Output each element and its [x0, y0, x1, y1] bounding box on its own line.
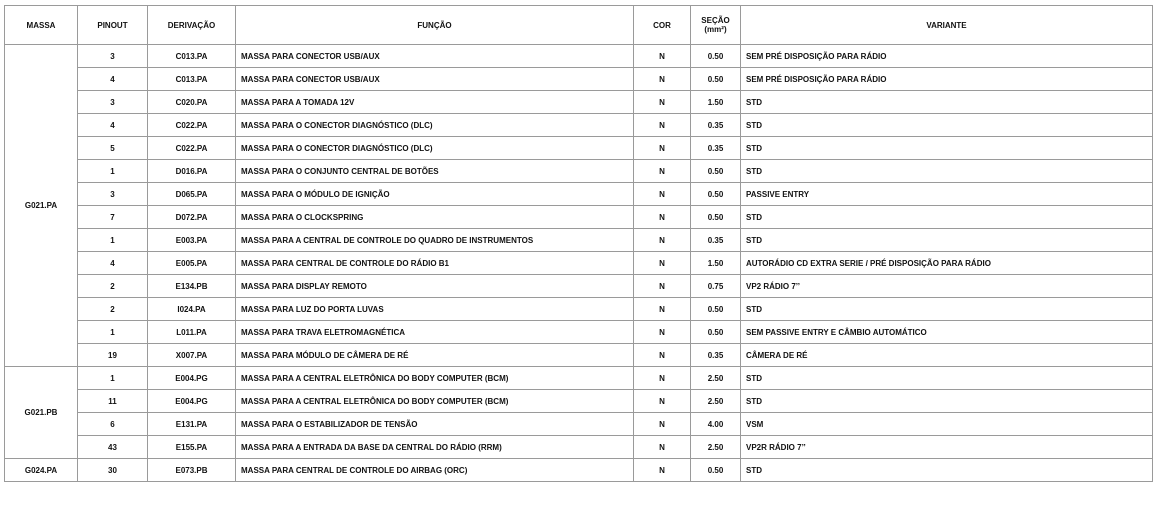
cell-cor: N: [634, 114, 691, 137]
cell-derivacao: E004.PG: [148, 367, 236, 390]
cell-cor: N: [634, 344, 691, 367]
cell-funcao: MASSA PARA A CENTRAL DE CONTROLE DO QUADRO DE INSTRUMENTOS: [236, 229, 634, 252]
cell-derivacao: E155.PA: [148, 436, 236, 459]
table-row: [5, 459, 1153, 482]
cell-pinout: 1: [78, 229, 148, 252]
cell-derivacao: E004.PG: [148, 390, 236, 413]
cell-variante: VP2R RÁDIO 7’’: [741, 436, 1153, 459]
cell-pinout: 4: [78, 252, 148, 275]
cell-massa: G021.PA: [5, 45, 78, 367]
table-row: [5, 45, 1153, 68]
cell-funcao: MASSA PARA O ESTABILIZADOR DE TENSÃO: [236, 413, 634, 436]
cell-variante: SEM PRÉ DISPOSIÇÃO PARA RÁDIO: [741, 45, 1153, 68]
cell-variante: STD: [741, 390, 1153, 413]
cell-pinout: 3: [78, 183, 148, 206]
cell-secao: 4.00: [691, 413, 741, 436]
cell-variante: VSM: [741, 413, 1153, 436]
cell-funcao: MASSA PARA O CONJUNTO CENTRAL DE BOTÕES: [236, 160, 634, 183]
cell-funcao: MASSA PARA O CONECTOR DIAGNÓSTICO (DLC): [236, 137, 634, 160]
cell-funcao: MASSA PARA CONECTOR USB/AUX: [236, 68, 634, 91]
cell-pinout: 43: [78, 436, 148, 459]
cell-derivacao: C020.PA: [148, 91, 236, 114]
cell-cor: N: [634, 91, 691, 114]
cell-cor: N: [634, 137, 691, 160]
cell-cor: N: [634, 459, 691, 482]
cell-secao: 1.50: [691, 91, 741, 114]
cell-secao: 0.50: [691, 68, 741, 91]
cell-variante: STD: [741, 206, 1153, 229]
table-row: [5, 436, 1153, 459]
cell-pinout: 3: [78, 45, 148, 68]
cell-secao: 0.50: [691, 183, 741, 206]
cell-variante: STD: [741, 229, 1153, 252]
cell-pinout: 19: [78, 344, 148, 367]
header-secao-label: SEÇÃO: [701, 16, 730, 25]
cell-derivacao: E073.PB: [148, 459, 236, 482]
cell-secao: 0.50: [691, 160, 741, 183]
cell-funcao: MASSA PARA A CENTRAL ELETRÔNICA DO BODY COMPUTER (BCM): [236, 367, 634, 390]
cell-funcao: MASSA PARA O MÓDULO DE IGNIÇÃO: [236, 183, 634, 206]
header-row: [5, 6, 1153, 45]
cell-variante: STD: [741, 137, 1153, 160]
cell-secao: 0.35: [691, 344, 741, 367]
cell-derivacao: C013.PA: [148, 45, 236, 68]
cell-secao: 0.50: [691, 298, 741, 321]
header-secao: [691, 6, 741, 45]
cell-derivacao: E003.PA: [148, 229, 236, 252]
cell-secao: 2.50: [691, 367, 741, 390]
cell-derivacao: L011.PA: [148, 321, 236, 344]
cell-pinout: 1: [78, 321, 148, 344]
cell-derivacao: D016.PA: [148, 160, 236, 183]
cell-pinout: 6: [78, 413, 148, 436]
table-row: [5, 183, 1153, 206]
cell-cor: N: [634, 321, 691, 344]
cell-massa: G024.PA: [5, 459, 78, 482]
cell-derivacao: E134.PB: [148, 275, 236, 298]
cell-cor: N: [634, 390, 691, 413]
cell-secao: 0.35: [691, 137, 741, 160]
cell-secao: 0.35: [691, 114, 741, 137]
cell-cor: N: [634, 252, 691, 275]
table-row: [5, 229, 1153, 252]
table-row: [5, 344, 1153, 367]
cell-pinout: 3: [78, 91, 148, 114]
cell-funcao: MASSA PARA A TOMADA 12V: [236, 91, 634, 114]
cell-cor: N: [634, 160, 691, 183]
header-funcao: FUNÇÃO: [236, 6, 634, 45]
cell-variante: SEM PASSIVE ENTRY E CÂMBIO AUTOMÁTICO: [741, 321, 1153, 344]
cell-variante: STD: [741, 160, 1153, 183]
cell-variante: VP2 RÁDIO 7’’: [741, 275, 1153, 298]
cell-funcao: MASSA PARA O CONECTOR DIAGNÓSTICO (DLC): [236, 114, 634, 137]
cell-cor: N: [634, 206, 691, 229]
cell-secao: 0.50: [691, 45, 741, 68]
cell-pinout: 2: [78, 298, 148, 321]
cell-secao: 0.75: [691, 275, 741, 298]
cell-pinout: 30: [78, 459, 148, 482]
table-row: [5, 275, 1153, 298]
cell-variante: AUTORÁDIO CD EXTRA SERIE / PRÉ DISPOSIÇÃO PARA RÁDIO: [741, 252, 1153, 275]
table-row: [5, 160, 1153, 183]
cell-derivacao: D072.PA: [148, 206, 236, 229]
cell-secao: 0.50: [691, 206, 741, 229]
cell-cor: N: [634, 275, 691, 298]
cell-funcao: MASSA PARA A CENTRAL ELETRÔNICA DO BODY COMPUTER (BCM): [236, 390, 634, 413]
cell-funcao: MASSA PARA LUZ DO PORTA LUVAS: [236, 298, 634, 321]
cell-pinout: 4: [78, 114, 148, 137]
cell-pinout: 1: [78, 160, 148, 183]
cell-secao: 2.50: [691, 436, 741, 459]
cell-funcao: MASSA PARA CONECTOR USB/AUX: [236, 45, 634, 68]
table-row: [5, 413, 1153, 436]
cell-variante: STD: [741, 367, 1153, 390]
table-row: [5, 68, 1153, 91]
cell-cor: N: [634, 436, 691, 459]
cell-cor: N: [634, 68, 691, 91]
cell-derivacao: E131.PA: [148, 413, 236, 436]
table-row: [5, 252, 1153, 275]
header-pinout: PINOUT: [78, 6, 148, 45]
cell-derivacao: C013.PA: [148, 68, 236, 91]
header-derivacao: DERIVAÇÃO: [148, 6, 236, 45]
cell-cor: N: [634, 413, 691, 436]
cell-funcao: MASSA PARA A ENTRADA DA BASE DA CENTRAL DO RÁDIO (RRM): [236, 436, 634, 459]
cell-pinout: 4: [78, 68, 148, 91]
table-row: [5, 206, 1153, 229]
cell-derivacao: I024.PA: [148, 298, 236, 321]
ground-connections-table: [4, 5, 1153, 482]
table-row: [5, 367, 1153, 390]
cell-pinout: 1: [78, 367, 148, 390]
cell-cor: N: [634, 183, 691, 206]
cell-pinout: 11: [78, 390, 148, 413]
cell-variante: STD: [741, 298, 1153, 321]
cell-funcao: MASSA PARA DISPLAY REMOTO: [236, 275, 634, 298]
header-massa: MASSA: [5, 6, 78, 45]
table-row: [5, 390, 1153, 413]
header-cor: COR: [634, 6, 691, 45]
cell-secao: 0.50: [691, 321, 741, 344]
cell-variante: STD: [741, 459, 1153, 482]
cell-cor: N: [634, 298, 691, 321]
cell-secao: 0.35: [691, 229, 741, 252]
table-row: [5, 321, 1153, 344]
cell-pinout: 5: [78, 137, 148, 160]
cell-secao: 1.50: [691, 252, 741, 275]
cell-variante: STD: [741, 91, 1153, 114]
header-secao-unit: (mm²): [704, 25, 727, 34]
cell-pinout: 2: [78, 275, 148, 298]
cell-derivacao: C022.PA: [148, 137, 236, 160]
cell-funcao: MASSA PARA CENTRAL DE CONTROLE DO AIRBAG (ORC): [236, 459, 634, 482]
cell-secao: 0.50: [691, 459, 741, 482]
cell-derivacao: D065.PA: [148, 183, 236, 206]
table-row: [5, 91, 1153, 114]
cell-funcao: MASSA PARA MÓDULO DE CÂMERA DE RÉ: [236, 344, 634, 367]
cell-pinout: 7: [78, 206, 148, 229]
cell-cor: N: [634, 45, 691, 68]
cell-funcao: MASSA PARA CENTRAL DE CONTROLE DO RÁDIO B1: [236, 252, 634, 275]
header-variante: VARIANTE: [741, 6, 1153, 45]
table-row: [5, 114, 1153, 137]
table-body: [5, 45, 1153, 482]
cell-secao: 2.50: [691, 390, 741, 413]
cell-variante: SEM PRÉ DISPOSIÇÃO PARA RÁDIO: [741, 68, 1153, 91]
cell-cor: N: [634, 229, 691, 252]
cell-variante: CÂMERA DE RÉ: [741, 344, 1153, 367]
cell-variante: PASSIVE ENTRY: [741, 183, 1153, 206]
table-row: [5, 298, 1153, 321]
cell-variante: STD: [741, 114, 1153, 137]
cell-derivacao: C022.PA: [148, 114, 236, 137]
cell-derivacao: X007.PA: [148, 344, 236, 367]
cell-funcao: MASSA PARA TRAVA ELETROMAGNÉTICA: [236, 321, 634, 344]
cell-derivacao: E005.PA: [148, 252, 236, 275]
cell-funcao: MASSA PARA O CLOCKSPRING: [236, 206, 634, 229]
cell-cor: N: [634, 367, 691, 390]
cell-massa: G021.PB: [5, 367, 78, 459]
table-row: [5, 137, 1153, 160]
